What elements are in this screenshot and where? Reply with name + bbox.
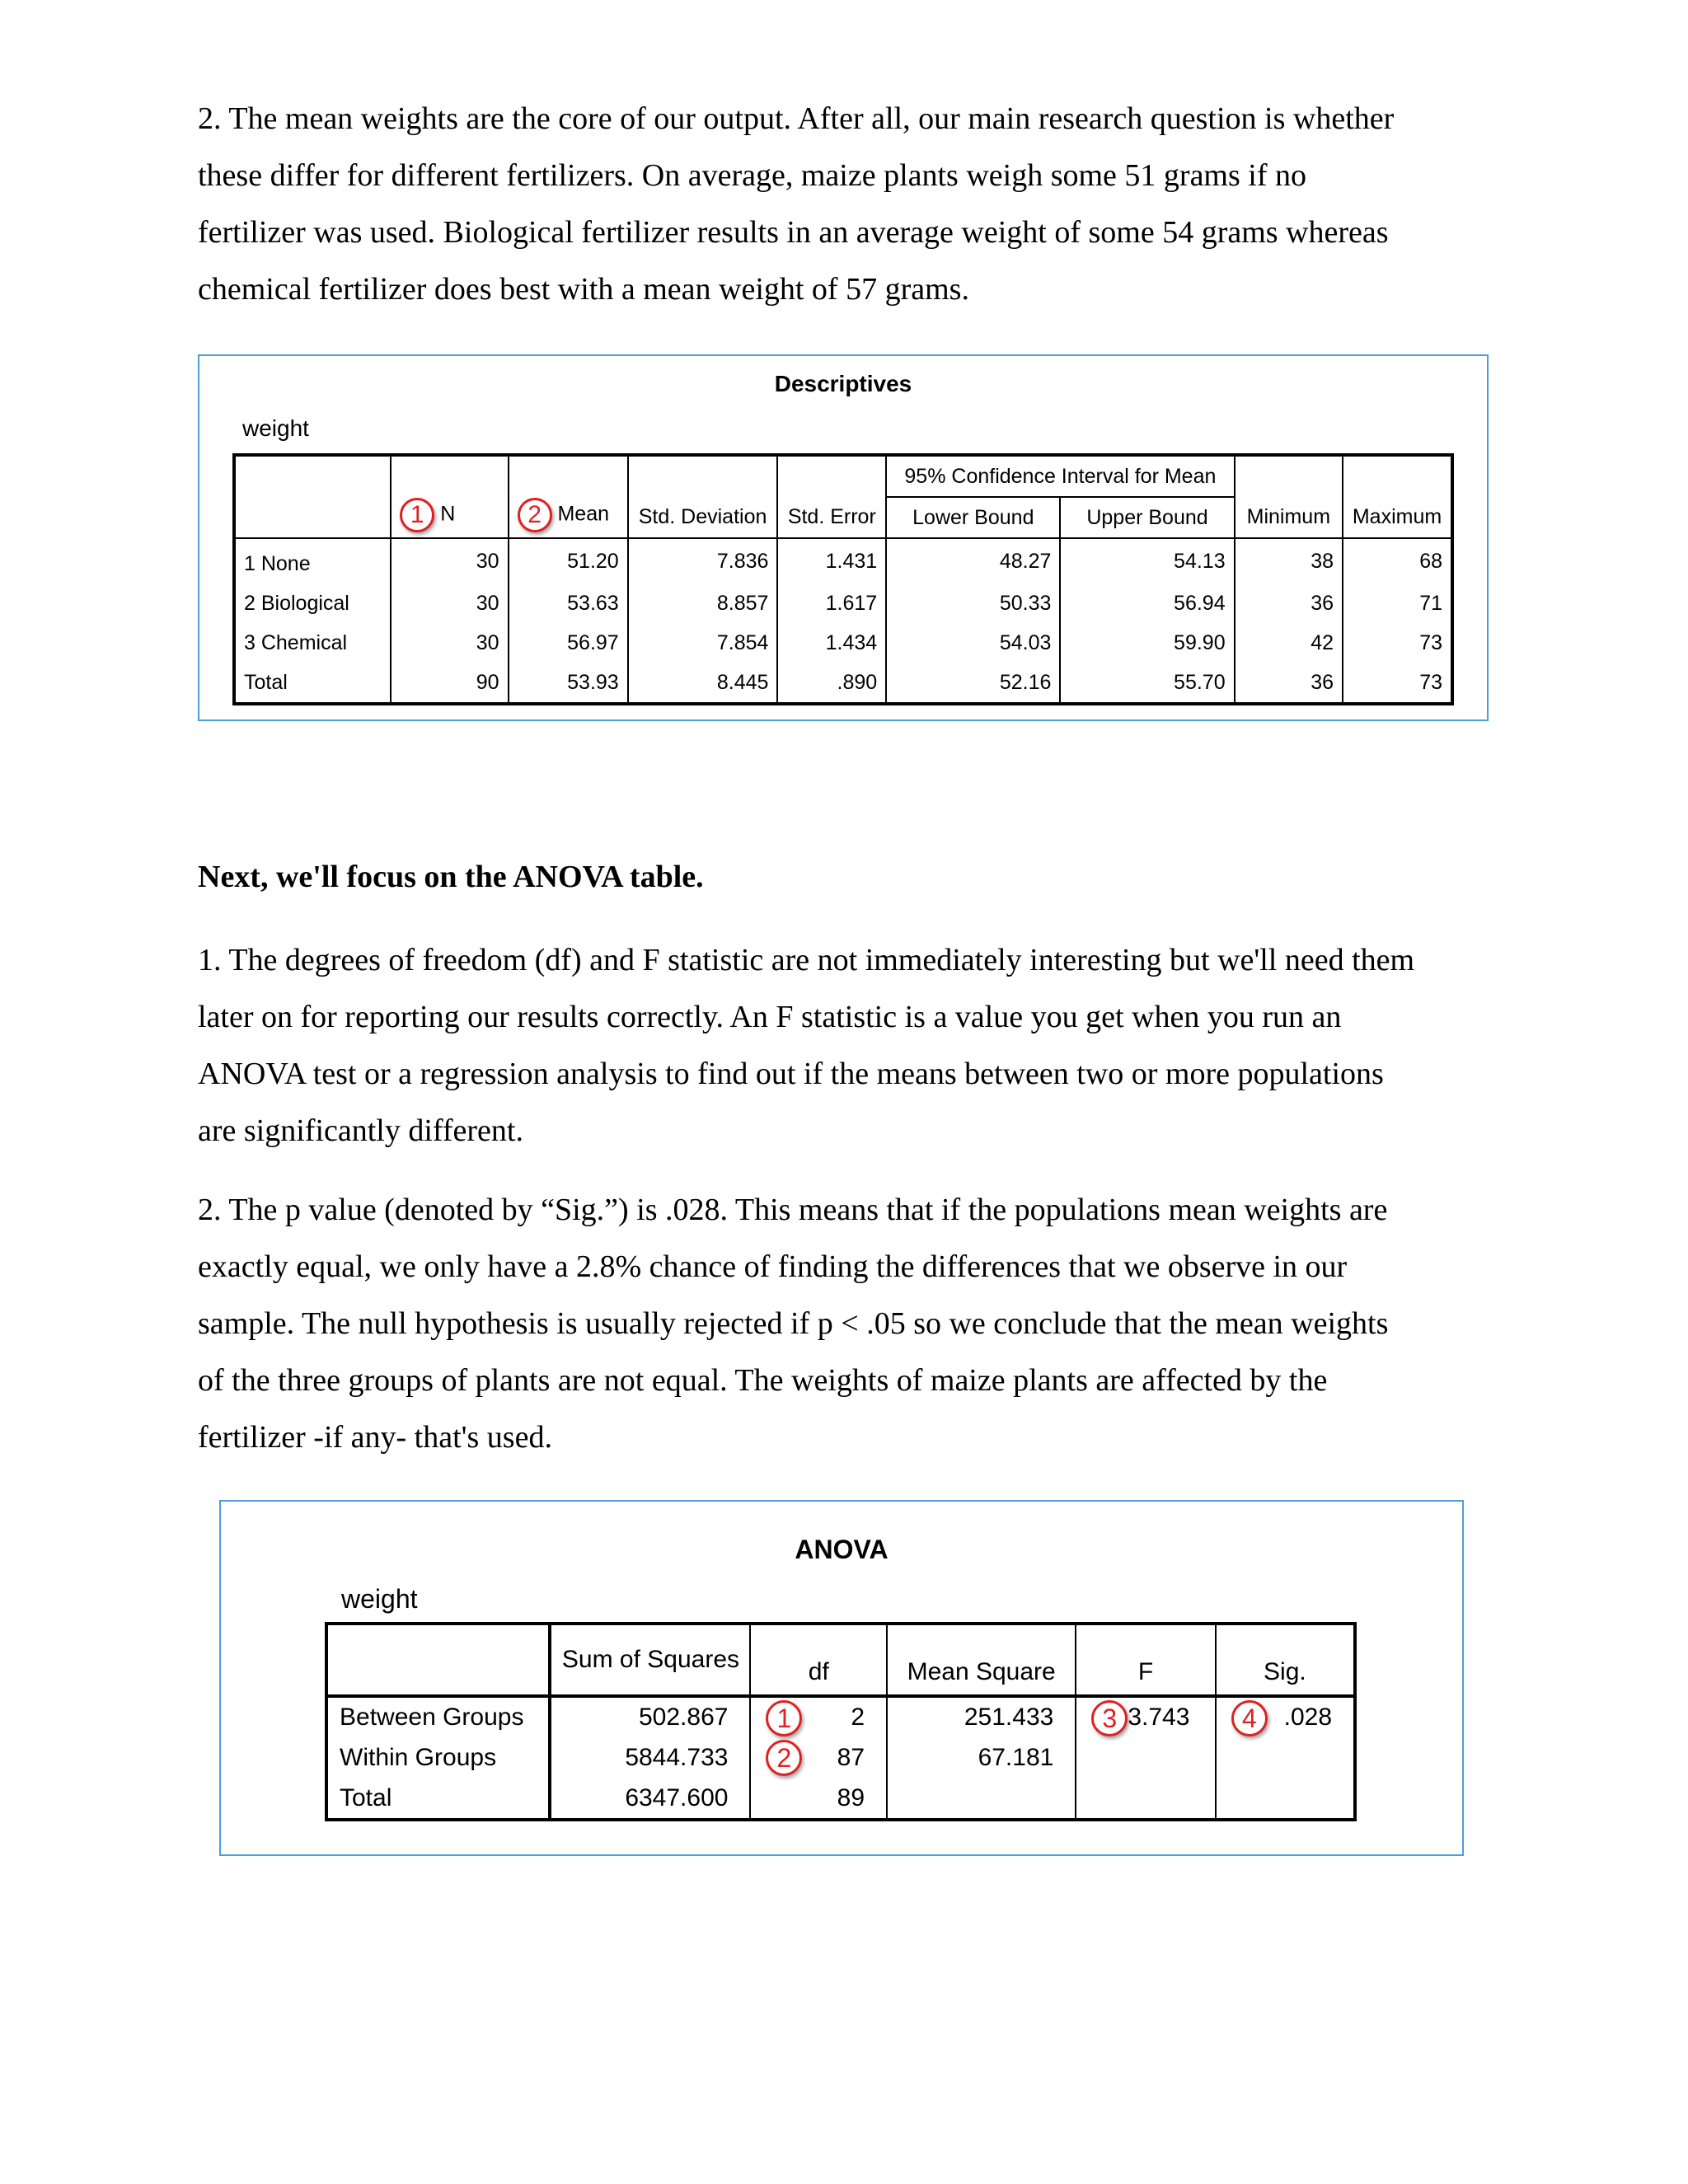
paragraph-p-value — [198, 1182, 1500, 1466]
col-header-std-error: Std. Error — [777, 455, 886, 538]
cell-maximum: 68 — [1419, 549, 1442, 573]
marker-3-icon: 3 — [1091, 1700, 1128, 1736]
cell-std-error: 1.431 — [777, 538, 886, 583]
col-header-maximum: Maximum — [1343, 455, 1452, 538]
cell-std-deviation: 7.854 — [628, 623, 778, 663]
text-line: 2. The mean weights are the core of our output. After all, our main research question is whether — [198, 101, 1395, 136]
row-label: Total — [234, 663, 391, 704]
cell-lower-bound: 48.27 — [886, 538, 1060, 583]
row-label: 1 None — [234, 538, 391, 583]
row-label: 2 Biological — [234, 583, 391, 623]
anova-figure — [219, 1500, 1464, 1856]
paragraph-df-f-statistic — [198, 932, 1500, 1160]
cell-minimum: 42 — [1235, 623, 1343, 663]
cell-lower-bound: 50.33 — [886, 583, 1060, 623]
cell-value: 3.743 — [1128, 1704, 1190, 1731]
cell-f — [1076, 1779, 1215, 1820]
marker-4-icon: 4 — [1231, 1700, 1268, 1736]
cell-df — [750, 1696, 887, 1737]
cell-sum-of-squares — [550, 1737, 750, 1779]
cell-n: 30 — [391, 623, 508, 663]
table-row — [326, 1779, 1355, 1820]
text-line: exactly equal, we only have a 2.8% chance of finding the differences that we observe in our — [198, 1249, 1348, 1284]
cell-sum-of-squares — [550, 1779, 750, 1820]
text-line: 2. The p value (denoted by “Sig.”) is .028. This means that if the populations mean weights are — [198, 1193, 1388, 1227]
text-line: chemical fertilizer does best with a mean weight of 57 grams. — [198, 272, 969, 307]
cell-value: 2 — [851, 1704, 865, 1731]
cell-mean: 53.63 — [509, 583, 628, 623]
cell-std-deviation: 8.857 — [628, 583, 778, 623]
anova-table — [325, 1622, 1357, 1821]
cell-value: 502.867 — [639, 1704, 729, 1731]
row-label: 3 Chemical — [234, 623, 391, 663]
row-label: Within Groups — [326, 1737, 550, 1779]
cell-minimum: 38 — [1235, 538, 1343, 583]
ci-header: 95% Confidence Interval for Mean — [886, 455, 1234, 497]
marker-1-icon: 1 — [400, 498, 434, 532]
table-row — [234, 538, 1452, 583]
cell-lower-bound: 54.03 — [886, 623, 1060, 663]
cell-n: 30 — [391, 583, 508, 623]
text-line: later on for reporting our results correctly. An F statistic is a value you get when you run an — [198, 1000, 1342, 1034]
cell-lower-bound: 52.16 — [886, 663, 1060, 704]
col-header-mean: 2 Mean — [509, 455, 628, 538]
cell-mean-square — [887, 1737, 1076, 1779]
cell-std-error: 1.617 — [777, 583, 886, 623]
cell-value: 251.433 — [964, 1704, 1054, 1731]
descriptives-title: Descriptives — [774, 371, 912, 396]
text-line: are significantly different. — [198, 1113, 523, 1148]
text-line: sample. The null hypothesis is usually rejected if p < .05 so we conclude that the mean weights — [198, 1306, 1389, 1341]
cell-mean-square — [887, 1779, 1076, 1820]
text-line: ANOVA test or a regression analysis to find out if the means between two or more populations — [198, 1057, 1384, 1091]
cell-value: 6347.600 — [625, 1784, 729, 1811]
col-header-f: F — [1076, 1624, 1215, 1696]
cell-sum-of-squares — [550, 1696, 750, 1737]
cell-sig — [1216, 1737, 1355, 1779]
variable-label: weight — [341, 1584, 418, 1614]
cell-mean: 51.20 — [509, 538, 628, 583]
cell-minimum: 36 — [1235, 663, 1343, 704]
col-header-sig: Sig. — [1216, 1624, 1355, 1696]
cell-df — [750, 1737, 887, 1779]
cell-value: 89 — [837, 1784, 865, 1811]
col-header-std-deviation: Std. Deviation — [628, 455, 778, 538]
text-line: fertilizer -if any- that's used. — [198, 1420, 552, 1455]
cell-mean: 53.93 — [509, 663, 628, 704]
cell-value: 5844.733 — [625, 1744, 729, 1771]
table-row — [326, 1737, 1355, 1779]
text-line: 1. The degrees of freedom (df) and F statistic are not immediately interesting but we'll need them — [198, 943, 1415, 977]
cell-mean: 56.97 — [509, 623, 628, 663]
descriptives-table — [232, 453, 1454, 705]
text-line: fertilizer was used. Biological fertilizer results in an average weight of some 54 grams whereas — [198, 215, 1389, 250]
cell-std-deviation: 7.836 — [628, 538, 778, 583]
col-header-mean-square: Mean Square — [887, 1624, 1076, 1696]
cell-upper-bound: 56.94 — [1060, 583, 1234, 623]
row-label: Total — [326, 1779, 550, 1820]
cell-sig — [1216, 1696, 1355, 1737]
cell-mean-square — [887, 1696, 1076, 1737]
cell-minimum: 36 — [1235, 583, 1343, 623]
cell-std-deviation: 8.445 — [628, 663, 778, 704]
cell-f — [1076, 1696, 1215, 1737]
col-header-minimum: Minimum — [1235, 455, 1343, 538]
cell-df — [750, 1779, 887, 1820]
cell-upper-bound: 55.70 — [1060, 663, 1234, 704]
cell-maximum: 71 — [1419, 591, 1442, 615]
cell-upper-bound: 59.90 — [1060, 623, 1234, 663]
col-header-lower-bound: Lower Bound — [886, 497, 1060, 538]
section-heading: Next, we'll focus on the ANOVA table. — [198, 860, 704, 894]
cell-value: 87 — [837, 1744, 865, 1771]
table-row — [326, 1696, 1355, 1737]
cell-std-error: 1.434 — [777, 623, 886, 663]
cell-f — [1076, 1737, 1215, 1779]
cell-value: 67.181 — [978, 1744, 1054, 1771]
variable-label: weight — [242, 415, 309, 441]
cell-std-error: .890 — [777, 663, 886, 704]
cell-value: .028 — [1283, 1704, 1332, 1731]
corner-cell — [326, 1624, 550, 1696]
table-row — [234, 663, 1452, 704]
marker-1-icon: 1 — [766, 1700, 802, 1736]
marker-2-icon: 2 — [766, 1740, 802, 1776]
cell-n: 90 — [391, 663, 508, 704]
cell-sig — [1216, 1779, 1355, 1820]
marker-2-icon: 2 — [518, 498, 552, 532]
cell-n: 30 — [391, 538, 508, 583]
descriptives-figure — [198, 354, 1489, 721]
text-line: these differ for different fertilizers. On average, maize plants weigh some 51 grams if no — [198, 158, 1306, 193]
cell-maximum: 73 — [1419, 670, 1442, 694]
row-label: Between Groups — [326, 1696, 550, 1737]
table-row — [234, 623, 1452, 663]
text-line: of the three groups of plants are not equal. The weights of maize plants are affected by the — [198, 1363, 1328, 1398]
col-header-upper-bound: Upper Bound — [1060, 497, 1234, 538]
corner-cell — [234, 455, 391, 538]
cell-maximum: 73 — [1419, 630, 1442, 654]
col-header-df: df — [750, 1624, 887, 1696]
anova-title: ANOVA — [795, 1535, 889, 1564]
col-header-sum-of-squares: Sum of Squares — [550, 1624, 750, 1696]
paragraph-mean-weights — [198, 91, 1500, 318]
cell-upper-bound: 54.13 — [1060, 538, 1234, 583]
col-header-n: 1 N — [391, 455, 508, 538]
table-row — [234, 583, 1452, 623]
